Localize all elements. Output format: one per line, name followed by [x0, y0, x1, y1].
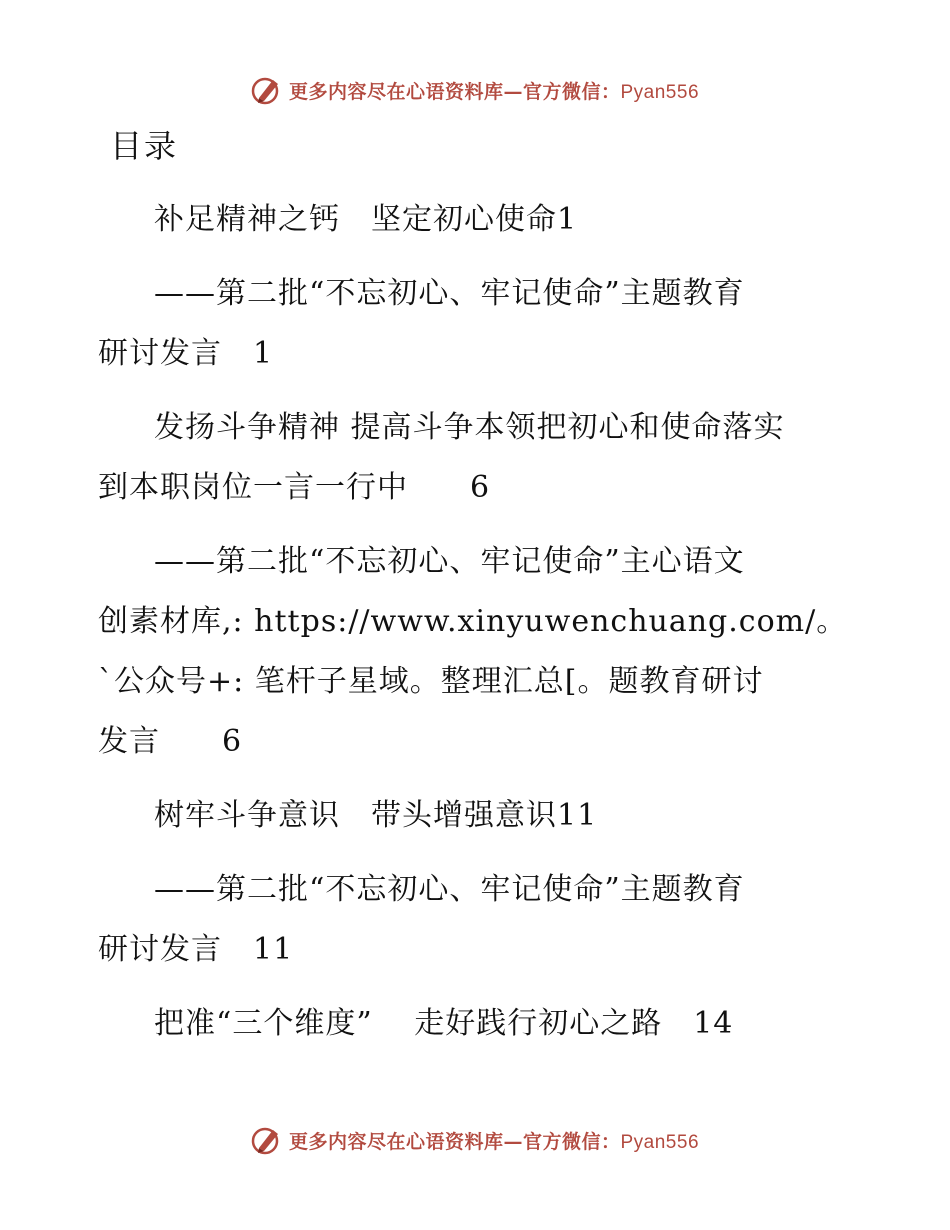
toc-entry-line: 研讨发言 11 [98, 932, 294, 967]
toc-entry-line: 到本职岗位一言一行中 6 [98, 470, 491, 505]
toc-entry[interactable] [98, 398, 858, 518]
toc-entry[interactable] [98, 264, 858, 384]
toc-entry[interactable] [98, 994, 858, 1054]
pen-logo-icon [251, 1124, 283, 1156]
banner-text: 更多内容尽在心语资料库—官方微信：Pyan556 [288, 80, 700, 103]
toc-entry[interactable] [98, 190, 858, 250]
banner-text: 更多内容尽在心语资料库—官方微信：Pyan556 [288, 1130, 700, 1153]
table-of-contents [98, 190, 858, 1068]
toc-entry-line: ——第二批“不忘初心、牢记使命”主题教育 [154, 276, 745, 311]
toc-entry[interactable] [98, 860, 858, 980]
toc-entry-line: 创素材库,: https://www.xinyuwenchuang.com/。 [98, 604, 848, 639]
toc-entry-line: 研讨发言 1 [98, 336, 274, 371]
toc-entry-line: ——第二批“不忘初心、牢记使命”主题教育 [154, 872, 745, 907]
pen-logo-icon [251, 74, 283, 106]
toc-entry[interactable] [98, 532, 858, 772]
toc-entry-line: `公众号+: 笔杆子星域。整理汇总[。题教育研讨 [98, 664, 764, 699]
toc-entry[interactable] [98, 786, 858, 846]
toc-title: 目录 [110, 127, 179, 165]
toc-entry-line: 发言 6 [98, 724, 243, 759]
toc-entry-line: 树牢斗争意识 带头增强意识11 [154, 798, 598, 833]
toc-entry-line: ——第二批“不忘初心、牢记使命”主心语文 [154, 544, 745, 579]
toc-entry-line: 发扬斗争精神 提高斗争本领把初心和使命落实 [154, 410, 785, 445]
header-banner [0, 70, 950, 110]
toc-entry-line: 补足精神之钙 坚定初心使命1 [154, 202, 578, 237]
toc-entry-line: 把准“三个维度” 走好践行初心之路 14 [154, 1006, 734, 1041]
footer-banner [0, 1120, 950, 1160]
